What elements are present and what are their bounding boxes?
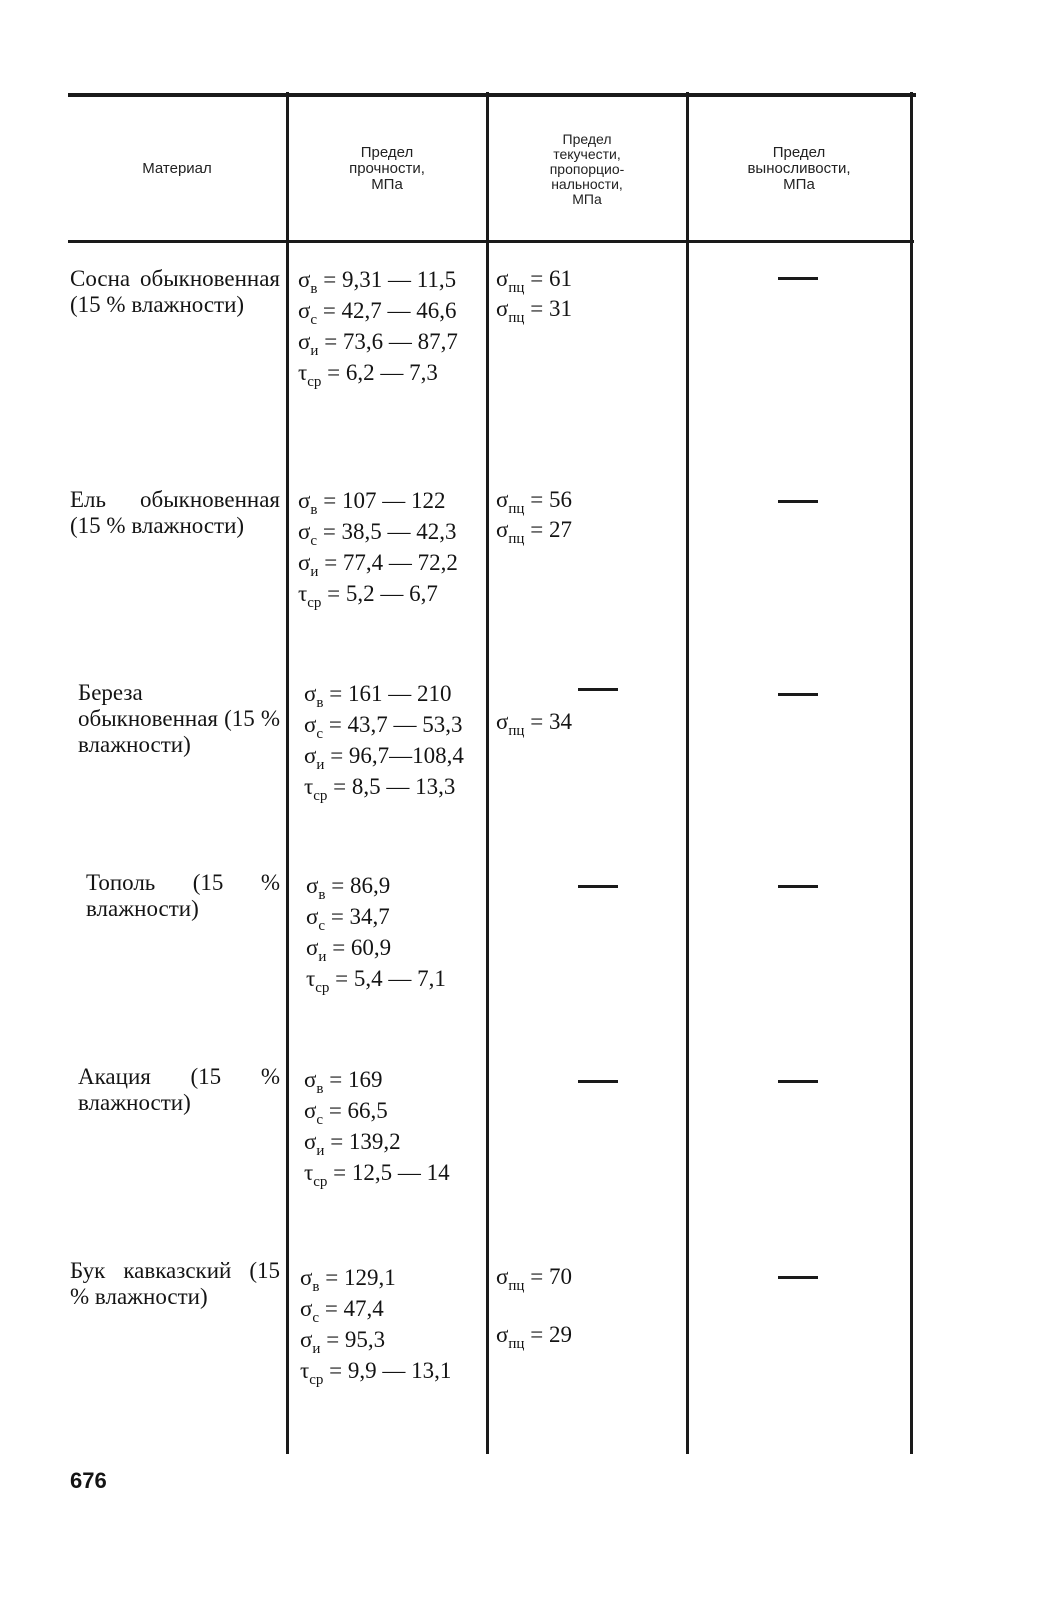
header-strength: Предел прочности, МПа [349,144,425,193]
table-top-rule [68,93,916,97]
yield-cell [496,485,684,545]
yield-cell [496,1262,684,1350]
formula-line: $\sigma_в = 169$ [304,1067,383,1097]
yield-formula: $\sigma_{пц} = 34$ [496,709,572,739]
yield-cell [496,264,684,324]
yield-dash [578,1080,618,1083]
material-name: Акация (15 % влажности) [78,1064,280,1115]
formula-line: $\sigma_с = 38,5$ — 42,3 [298,519,457,549]
endurance-dash [778,1080,818,1083]
formula-line: $\tau_{ср} = 8,5$ — 13,3 [304,774,456,804]
strength-cell [304,678,492,802]
page-number: 676 [70,1468,107,1493]
endurance-dash [778,693,818,696]
formula-line: $\sigma_и = 60,9$ [306,935,392,965]
endurance-dash [778,1276,818,1279]
formula-line: $\tau_{ср} = 5,2$ — 6,7 [298,581,438,611]
material-name: Бук кавказский (15 % влажности) [70,1258,280,1309]
formula-line: $\sigma_в = 86,9$ [306,873,391,903]
formula-line: $\sigma_в = 9,31$ — 11,5 [298,267,457,297]
material-name: Сосна обыкновенная (15 % влажности) [70,266,280,317]
column-divider-1 [286,92,289,1454]
strength-cell [304,1064,492,1188]
yield-dash [578,885,618,888]
yield-formula: $\sigma_{пц} = 27$ [496,517,572,547]
yield-formula: $\sigma_{пц} = 61$ [496,266,572,296]
formula-line: $\sigma_в = 129,1$ [300,1265,396,1295]
formula-line: $\sigma_с = 47,4$ [300,1296,384,1326]
column-divider-4 [910,92,913,1454]
header-yield: Предел текучести, пропорцио- нальности, МПа [549,130,625,207]
formula-line: $\sigma_с = 34,7$ [306,904,390,934]
formula-line: $\sigma_с = 42,7$ — 46,6 [298,298,457,328]
formula-line: $\sigma_и = 73,6$ — 87,7 [298,329,458,359]
yield-formula: $\sigma_{пц} = 31$ [496,296,572,326]
header-bottom-rule [68,240,914,243]
strength-cell [298,264,486,388]
strength-cell [300,1262,488,1386]
strength-cell [298,485,486,609]
yield-cell [496,707,684,737]
endurance-dash [778,500,818,503]
material-name: Береза обыкновенная (15 % влажности) [78,680,280,757]
yield-dash [578,688,618,691]
yield-formula: $\sigma_{пц} = 70$ [496,1264,572,1294]
formula-line: $\sigma_с = 66,5$ [304,1098,388,1128]
yield-formula: $\sigma_{пц} = 29$ [496,1322,572,1352]
header-material: Материал [142,160,212,177]
endurance-dash [778,277,818,280]
material-name: Тополь (15 % влажности) [86,870,280,921]
yield-formula: $\sigma_{пц} = 56$ [496,487,572,517]
formula-line: $\tau_{ср} = 9,9$ — 13,1 [300,1358,452,1388]
formula-line: $\sigma_и$ = 96,7—108,4 [304,743,464,773]
endurance-dash [778,885,818,888]
formula-line: $\sigma_с = 43,7$ — 53,3 [304,712,463,742]
formula-line: $\tau_{ср} = 5,4$ — 7,1 [306,966,446,996]
column-divider-3 [686,92,689,1454]
formula-line: $\tau_{ср} = 6,2$ — 7,3 [298,360,438,390]
formula-line: $\tau_{ср} = 12,5$ — 14 [304,1160,450,1190]
material-name: Ель обыкновенная (15 % влажности) [70,487,280,538]
formula-line: $\sigma_и = 95,3$ [300,1327,386,1357]
strength-cell [306,870,494,994]
formula-line: $\sigma_и = 77,4$ — 72,2 [298,550,458,580]
header-endurance: Предел выносливости, МПа [747,144,851,193]
formula-line: $\sigma_в = 107$ — 122 [298,488,446,518]
formula-line: $\sigma_и = 139,2$ [304,1129,401,1159]
formula-line: $\sigma_в = 161$ — 210 [304,681,452,711]
